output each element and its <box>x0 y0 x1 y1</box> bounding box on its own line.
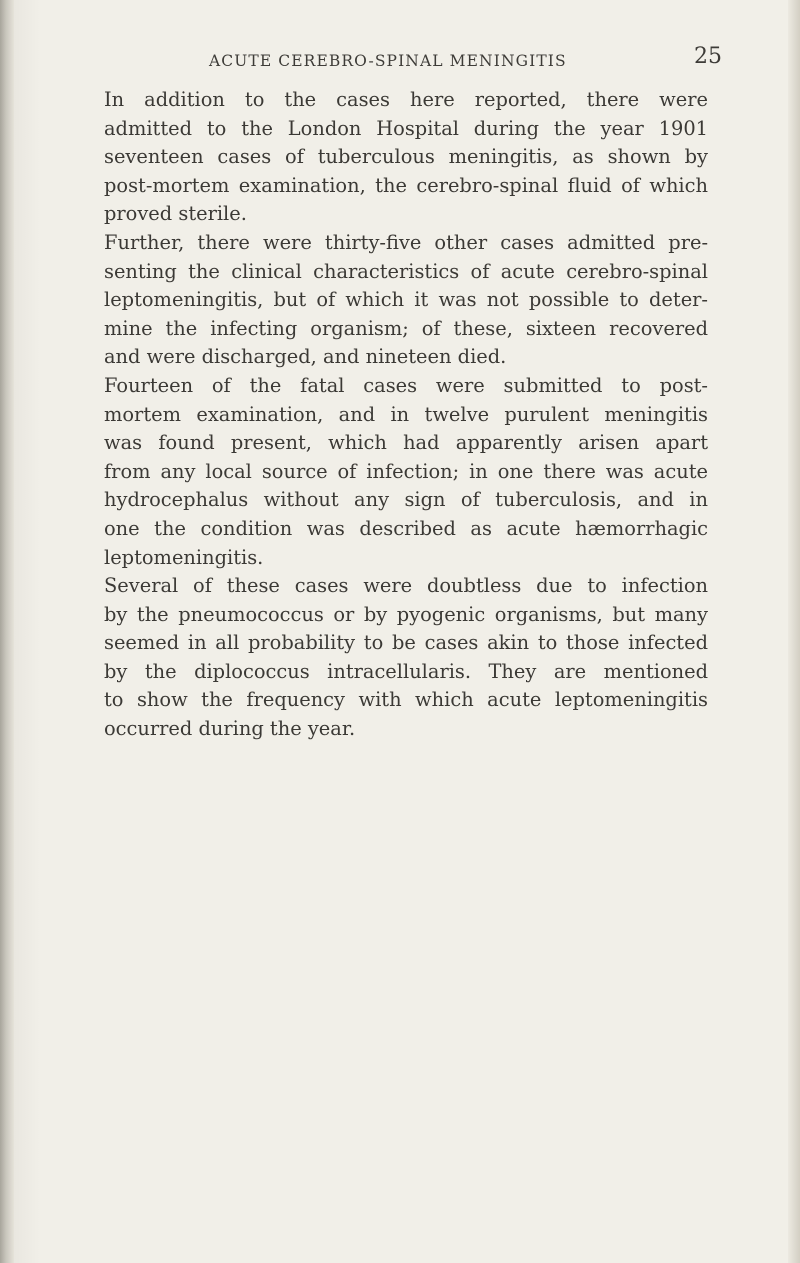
text-line: senting the clinical characteristics of acute cerebro-spinal <box>104 259 708 283</box>
text-line: mortem examination, and in twelve purulent meningitis <box>104 402 708 426</box>
text-line: from any local source of infection; in one there was acute <box>104 459 708 483</box>
text-line: was found present, which had apparently arisen apart <box>104 431 708 455</box>
text-line: mine the infecting organism; of these, sixteen recovered <box>104 316 708 340</box>
binding-edge <box>0 0 14 1263</box>
text-line: post-mortem examination, the cerebro-spinal fluid of which <box>104 173 708 197</box>
text-line: seventeen cases of tuberculous meningitis, as shown by <box>104 145 708 169</box>
running-title: ACUTE CEREBRO-SPINAL MENINGITIS <box>209 52 567 70</box>
text-line: proved sterile. <box>104 202 247 226</box>
text-line: to show the frequency with which acute leptomeningitis <box>104 688 708 712</box>
text-line: by the diplococcus intracellularis. They are mentioned <box>104 659 708 683</box>
text-line: Several of these cases were doubtless due to infection <box>104 574 708 598</box>
text-line: by the pneumococcus or by pyogenic organisms, but many <box>104 602 708 626</box>
text-line: admitted to the London Hospital during the year 1901 <box>104 116 708 140</box>
text-line: Further, there were thirty-five other cases admitted pre- <box>104 230 708 254</box>
text-line: hydrocephalus without any sign of tuberculosis, and in <box>104 488 708 512</box>
text-line: seemed in all probability to be cases akin to those infected <box>104 631 708 655</box>
text-line: and were discharged, and nineteen died. <box>104 345 507 369</box>
text-line: In addition to the cases here reported, there were <box>104 88 708 111</box>
page-number: 25 <box>694 44 722 69</box>
text-line: leptomeningitis. <box>104 545 264 569</box>
text-line: occurred during the year. <box>104 717 356 741</box>
page-edge <box>788 0 800 1263</box>
body-text <box>104 86 708 744</box>
text-line: leptomeningitis, but of which it was not possible to deter- <box>104 288 708 312</box>
text-line: Fourteen of the fatal cases were submitted to post- <box>104 373 708 397</box>
text-line: one the condition was described as acute hæmorrhagic <box>104 516 708 540</box>
running-head <box>104 44 722 76</box>
